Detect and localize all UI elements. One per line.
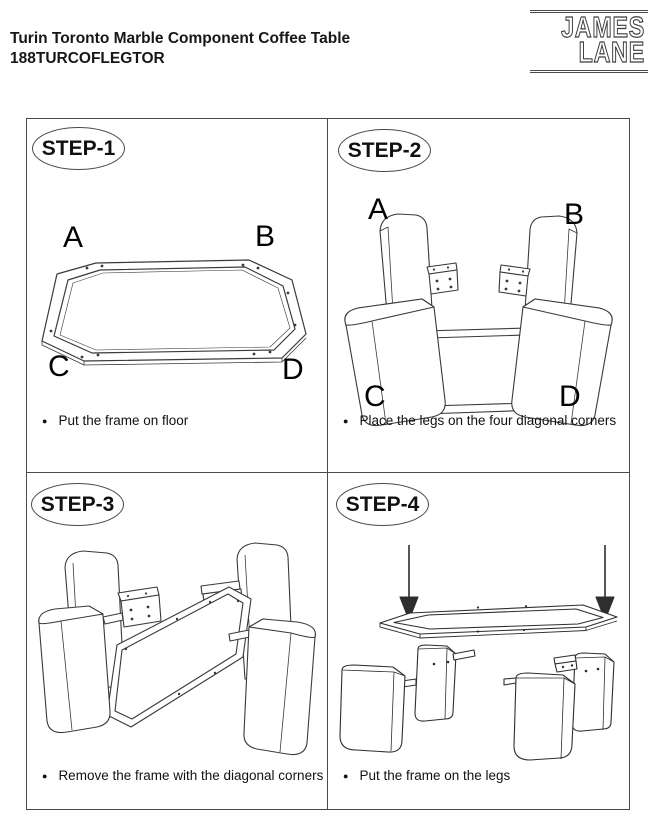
step-4-caption: ● Put the frame on the legs [343,768,511,783]
product-title: Turin Toronto Marble Component Coffee Table [10,30,351,47]
logo-line-james: JAMES [561,12,645,44]
bullet-icon: ● [42,415,48,426]
corner-label-a: A [368,193,389,226]
james-lane-logo [530,10,648,73]
step-4-label: STEP-4 [345,492,420,516]
step-1-panel [27,119,328,473]
corner-label-d: D [282,353,304,386]
bullet-icon: ● [42,770,48,781]
step-2-badge [338,129,431,172]
bullet-icon: ● [343,415,349,426]
corner-label-c: C [48,350,70,383]
corner-label-d: D [559,380,581,413]
step-2-panel [328,119,629,473]
corner-label-a: A [63,221,84,254]
corner-label-b: B [564,198,585,231]
step-3-panel [27,473,328,809]
step-1-caption: ● Put the frame on floor [42,413,189,428]
step-3-label: STEP-3 [40,492,115,516]
step-3-caption: ● Remove the frame with the diagonal corners [42,768,324,783]
document-header [10,29,350,69]
step-2-label: STEP-2 [347,138,422,162]
step-4-panel [328,473,629,809]
logo-line-lane: LANE [578,37,645,69]
steps-grid [26,118,630,810]
step-4-badge [336,483,429,526]
step-1-label: STEP-1 [41,136,116,160]
bullet-icon: ● [343,770,349,781]
step-1-badge [32,127,125,170]
corner-label-c: C [364,380,386,413]
corner-label-b: B [255,220,276,253]
step-3-badge [31,483,124,526]
product-model-number: 188TURCOFLEGTOR [10,50,165,67]
step-2-caption: ● Place the legs on the four diagonal corners [343,413,617,428]
